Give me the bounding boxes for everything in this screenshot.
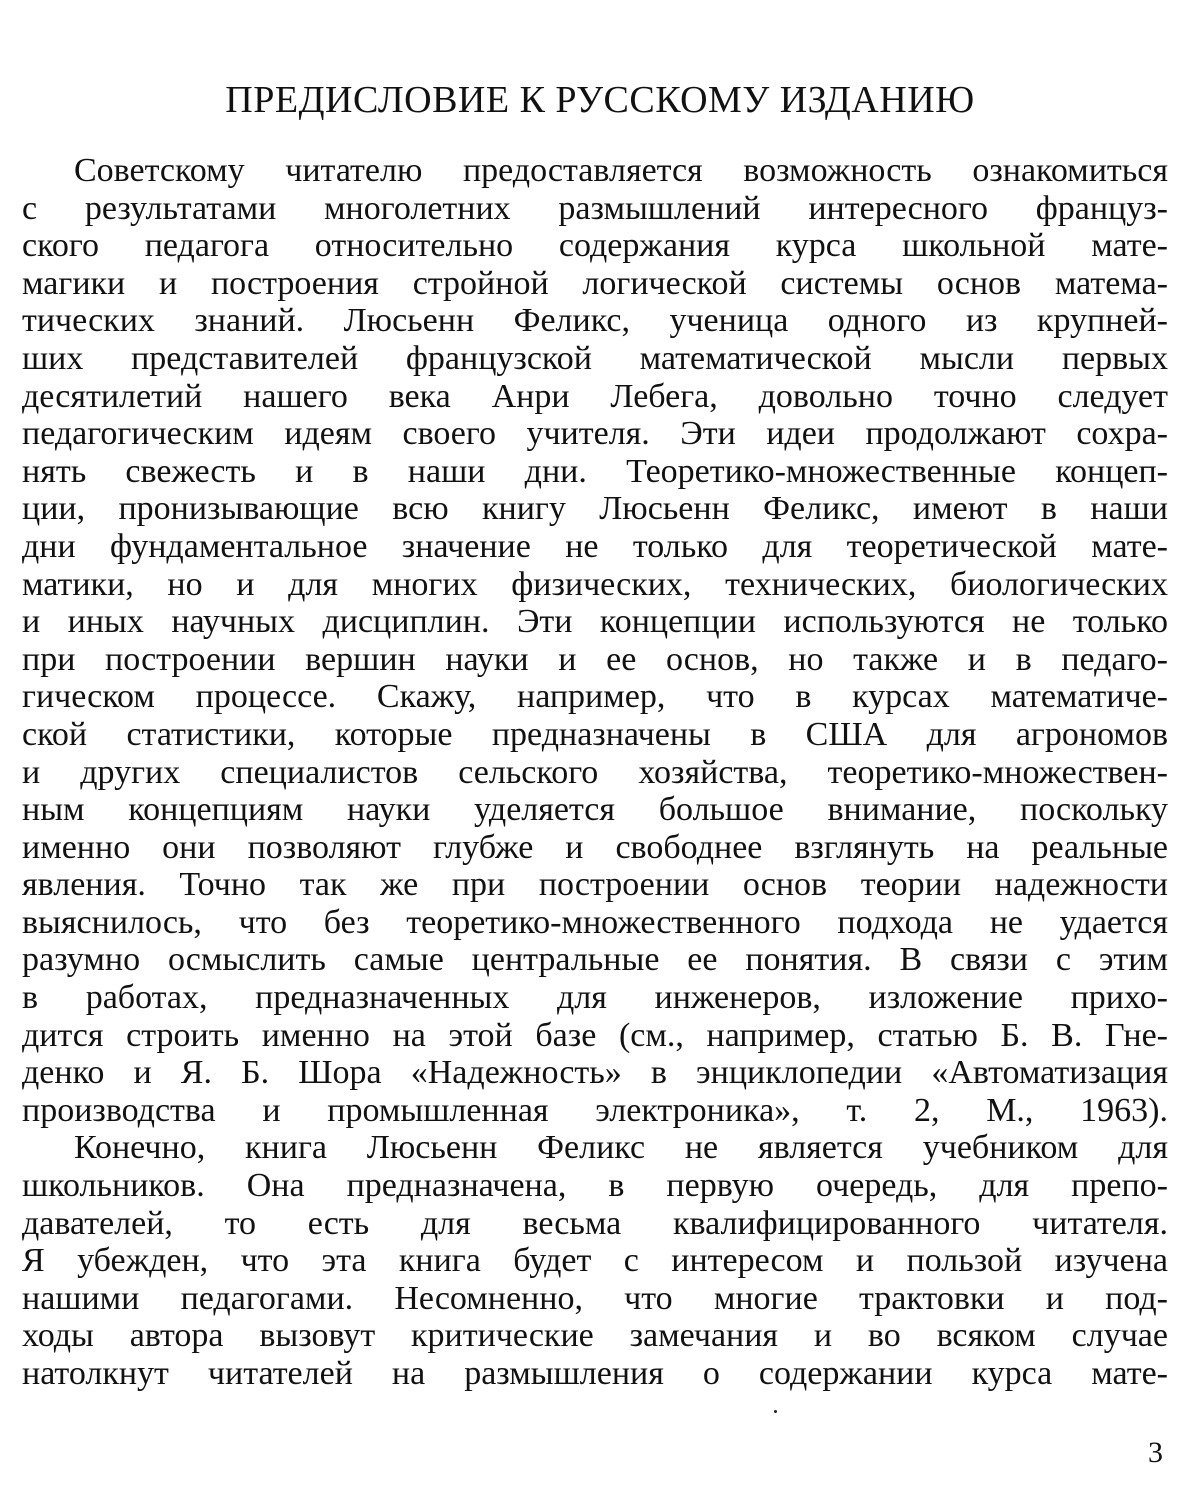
text-line: разумно осмыслить самые центральные ее понятия. В связи с этим	[22, 941, 1168, 979]
text-line: гическом процессе. Скажу, например, что в курсах математиче-	[22, 678, 1168, 716]
text-line: дится строить именно на этой базе (см., например, статью Б. В. Гне-	[22, 1016, 1168, 1054]
page-number: 3	[1148, 1436, 1163, 1469]
page-title: ПРЕДИСЛОВИЕ К РУССКОМУ ИЗДАНИЮ	[225, 79, 975, 121]
text-line: нашими педагогами. Несомненно, что многие трактовки и под-	[22, 1279, 1168, 1317]
text-line: ным концепциям науки уделяется большое внимание, поскольку	[22, 791, 1168, 829]
text-line: натолкнут читателей на размышления о содержании курса мате-	[22, 1355, 1168, 1392]
text-line: выяснилось, что без теоретико-множественного подхода не удается	[22, 903, 1168, 941]
text-line: при построении вершин науки и ее основ, но также и в педаго-	[22, 640, 1168, 678]
text-line: педагогическим идеям своего учителя. Эти идеи продолжают сохра-	[22, 415, 1168, 453]
text-line: денко и Я. Б. Шора «Надежность» в энциклопедии «Автоматизация	[22, 1054, 1168, 1092]
text-line: и иных научных дисциплин. Эти концепции используются не только	[22, 603, 1168, 641]
text-line: ходы автора вызовут критические замечания и во всяком случае	[22, 1317, 1168, 1355]
text-line: давателей, то есть для весьма квалифицированного читателя.	[22, 1204, 1168, 1242]
text-line: школьников. Она предназначена, в первую очередь, для препо-	[22, 1167, 1168, 1205]
text-line: тических знаний. Люсьенн Феликс, ученица одного из крупней-	[22, 302, 1168, 340]
text-line: нять свежесть и в наши дни. Теоретико-множественные концеп-	[22, 452, 1168, 490]
text-line: магики и построения стройной логической системы основ матема-	[22, 264, 1168, 302]
text-line: ции, пронизывающие всю книгу Люсьенн Феликс, имеют в наши	[22, 490, 1168, 528]
text-line: производства и промышленная электроника», т. 2, М., 1963).	[22, 1091, 1168, 1129]
text-line: ской статистики, которые предназначены в США для агрономов	[22, 715, 1168, 753]
text-line: ших представителей французской математической мысли первых	[22, 339, 1168, 377]
text-line: Советскому читателю предоставляется возможность ознакомиться	[74, 152, 1168, 189]
text-line: десятилетий нашего века Анри Лебега, довольно точно следует	[22, 377, 1168, 415]
text-line: ского педагога относительно содержания курса школьной мате-	[22, 227, 1168, 265]
text-line: в работах, предназначенных для инженеров, изложение прихо-	[22, 979, 1168, 1017]
text-line: и других специалистов сельского хозяйства, теоретико-множествен-	[22, 753, 1168, 791]
preface-text	[22, 152, 1168, 1393]
text-line: именно они позволяют глубже и свободнее взглянуть на реальные	[22, 828, 1168, 866]
text-line: Конечно, книга Люсьенн Феликс не является учебником для	[74, 1129, 1168, 1167]
print-speck	[774, 1410, 777, 1413]
text-line: Я убежден, что эта книга будет с интересом и пользой изучена	[22, 1242, 1168, 1280]
text-line: матики, но и для многих физических, технических, биологических	[22, 565, 1168, 603]
text-line: с результатами многолетних размышлений интересного француз-	[22, 189, 1168, 227]
text-line: явления. Точно так же при построении основ теории надежности	[22, 866, 1168, 904]
text-line: дни фундаментальное значение не только для теоретической мате-	[22, 527, 1168, 565]
